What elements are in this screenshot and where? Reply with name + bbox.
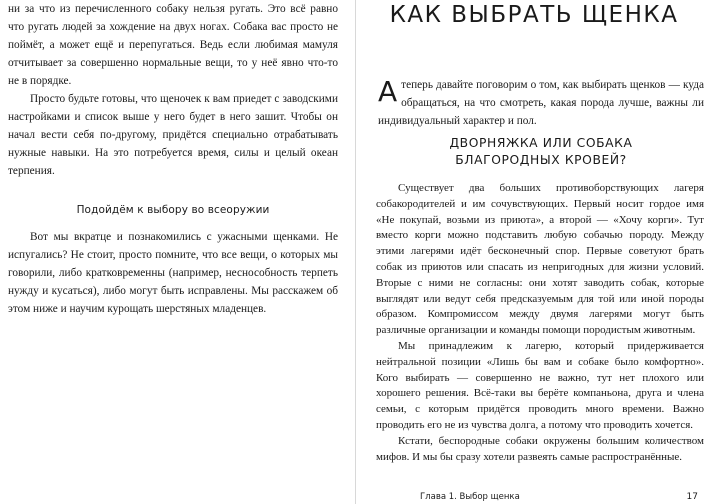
lead-text: теперь давайте поговорим о том, как выбирать щенков — куда обращаться, на что смотреть, какая порода лучше, важны ли индивидуальный характер и пол. (378, 79, 704, 127)
body-paragraph: Вот мы вкратце и познакомились с ужасными щенками. Не испугались? Не стоит, просто помните, что все вещи, о которых мы говорили, либо кратковременны (например, неснособность терпеть нужду и кусаться), либо могут быть исправлены. Мы расскажем об этом ниже и научим курощать шерстяных младенцев. (8, 231, 338, 315)
body-paragraph: Мы принадлежим к лагерю, который придерживается нейтральной позиции «Лишь бы вам и собаке было комфортно». Кого выбирать — совершенно не важно, тут нет плохого или хорошего решения. Всё-таки вы берёте компаньона, друга и члена семьи, с которым придётся проводить много времени. Важно проводить его не из чувства долга, а потому что проводить хочется. (376, 339, 704, 431)
body-paragraph: Существует два больших противоборствующих лагеря собакородителей и им сочувствующих. Первый носит гордое имя «Не покупай, возьми из приюта», а второй — «Хочу корги». Тут вместо корги можно подставить любую собачью породу. Между этими лагерями идёт бесконечный спор. Первые советуют брать собак из приютов или спасать из непригодных для жизни условий. Вторые с ними не согласны: они хотят заводить собак, которые выглядят или ведут себя предсказуемым для той или иной породы образом. Компромиссом между двумя лагерями могут быть различные организации и команды помощи породистым животным. (376, 182, 704, 337)
running-footer: Глава 1. Выбор щенка (420, 492, 520, 502)
lead-paragraph (378, 76, 704, 130)
chapter-title: КАК ВЫБРАТЬ ЩЕНКА (389, 2, 679, 28)
body-paragraph: Просто будьте готовы, что щеночек к вам приедет с заводскими настройками и список выше у него будет в него зашит. Чтобы он начал вести себя по-другому, придётся специально отрабатывать нужные навыки. На это потребуется время, силы и целый океан терпения. (8, 93, 338, 177)
left-text-column (8, 0, 338, 318)
section-heading: ДВОРНЯЖКА ИЛИ СОБАКА БЛАГОРОДНЫХ КРОВЕЙ? (449, 136, 633, 167)
body-paragraph: Кстати, беспородные собаки окружены большим количеством мифов. И мы бы сразу хотели развеять самые распространённые. (376, 434, 704, 463)
right-page (356, 0, 712, 504)
page-number: 17 (686, 492, 698, 502)
subheading: Подойдём к выбору во всеоружии (76, 204, 270, 216)
body-paragraph: ни за что из перечисленного собаку нельзя ругать. Это всё равно что ругать людей за хождение на двух ногах. Собака вас просто не поймёт, а может ещё и перепугаться. Ведь если любимая мамуля отчитывает за совершенно нормальные вещи, то у неё явно что-то не в порядке. (8, 3, 338, 87)
right-text-column (376, 181, 704, 465)
drop-cap: А (378, 75, 398, 108)
